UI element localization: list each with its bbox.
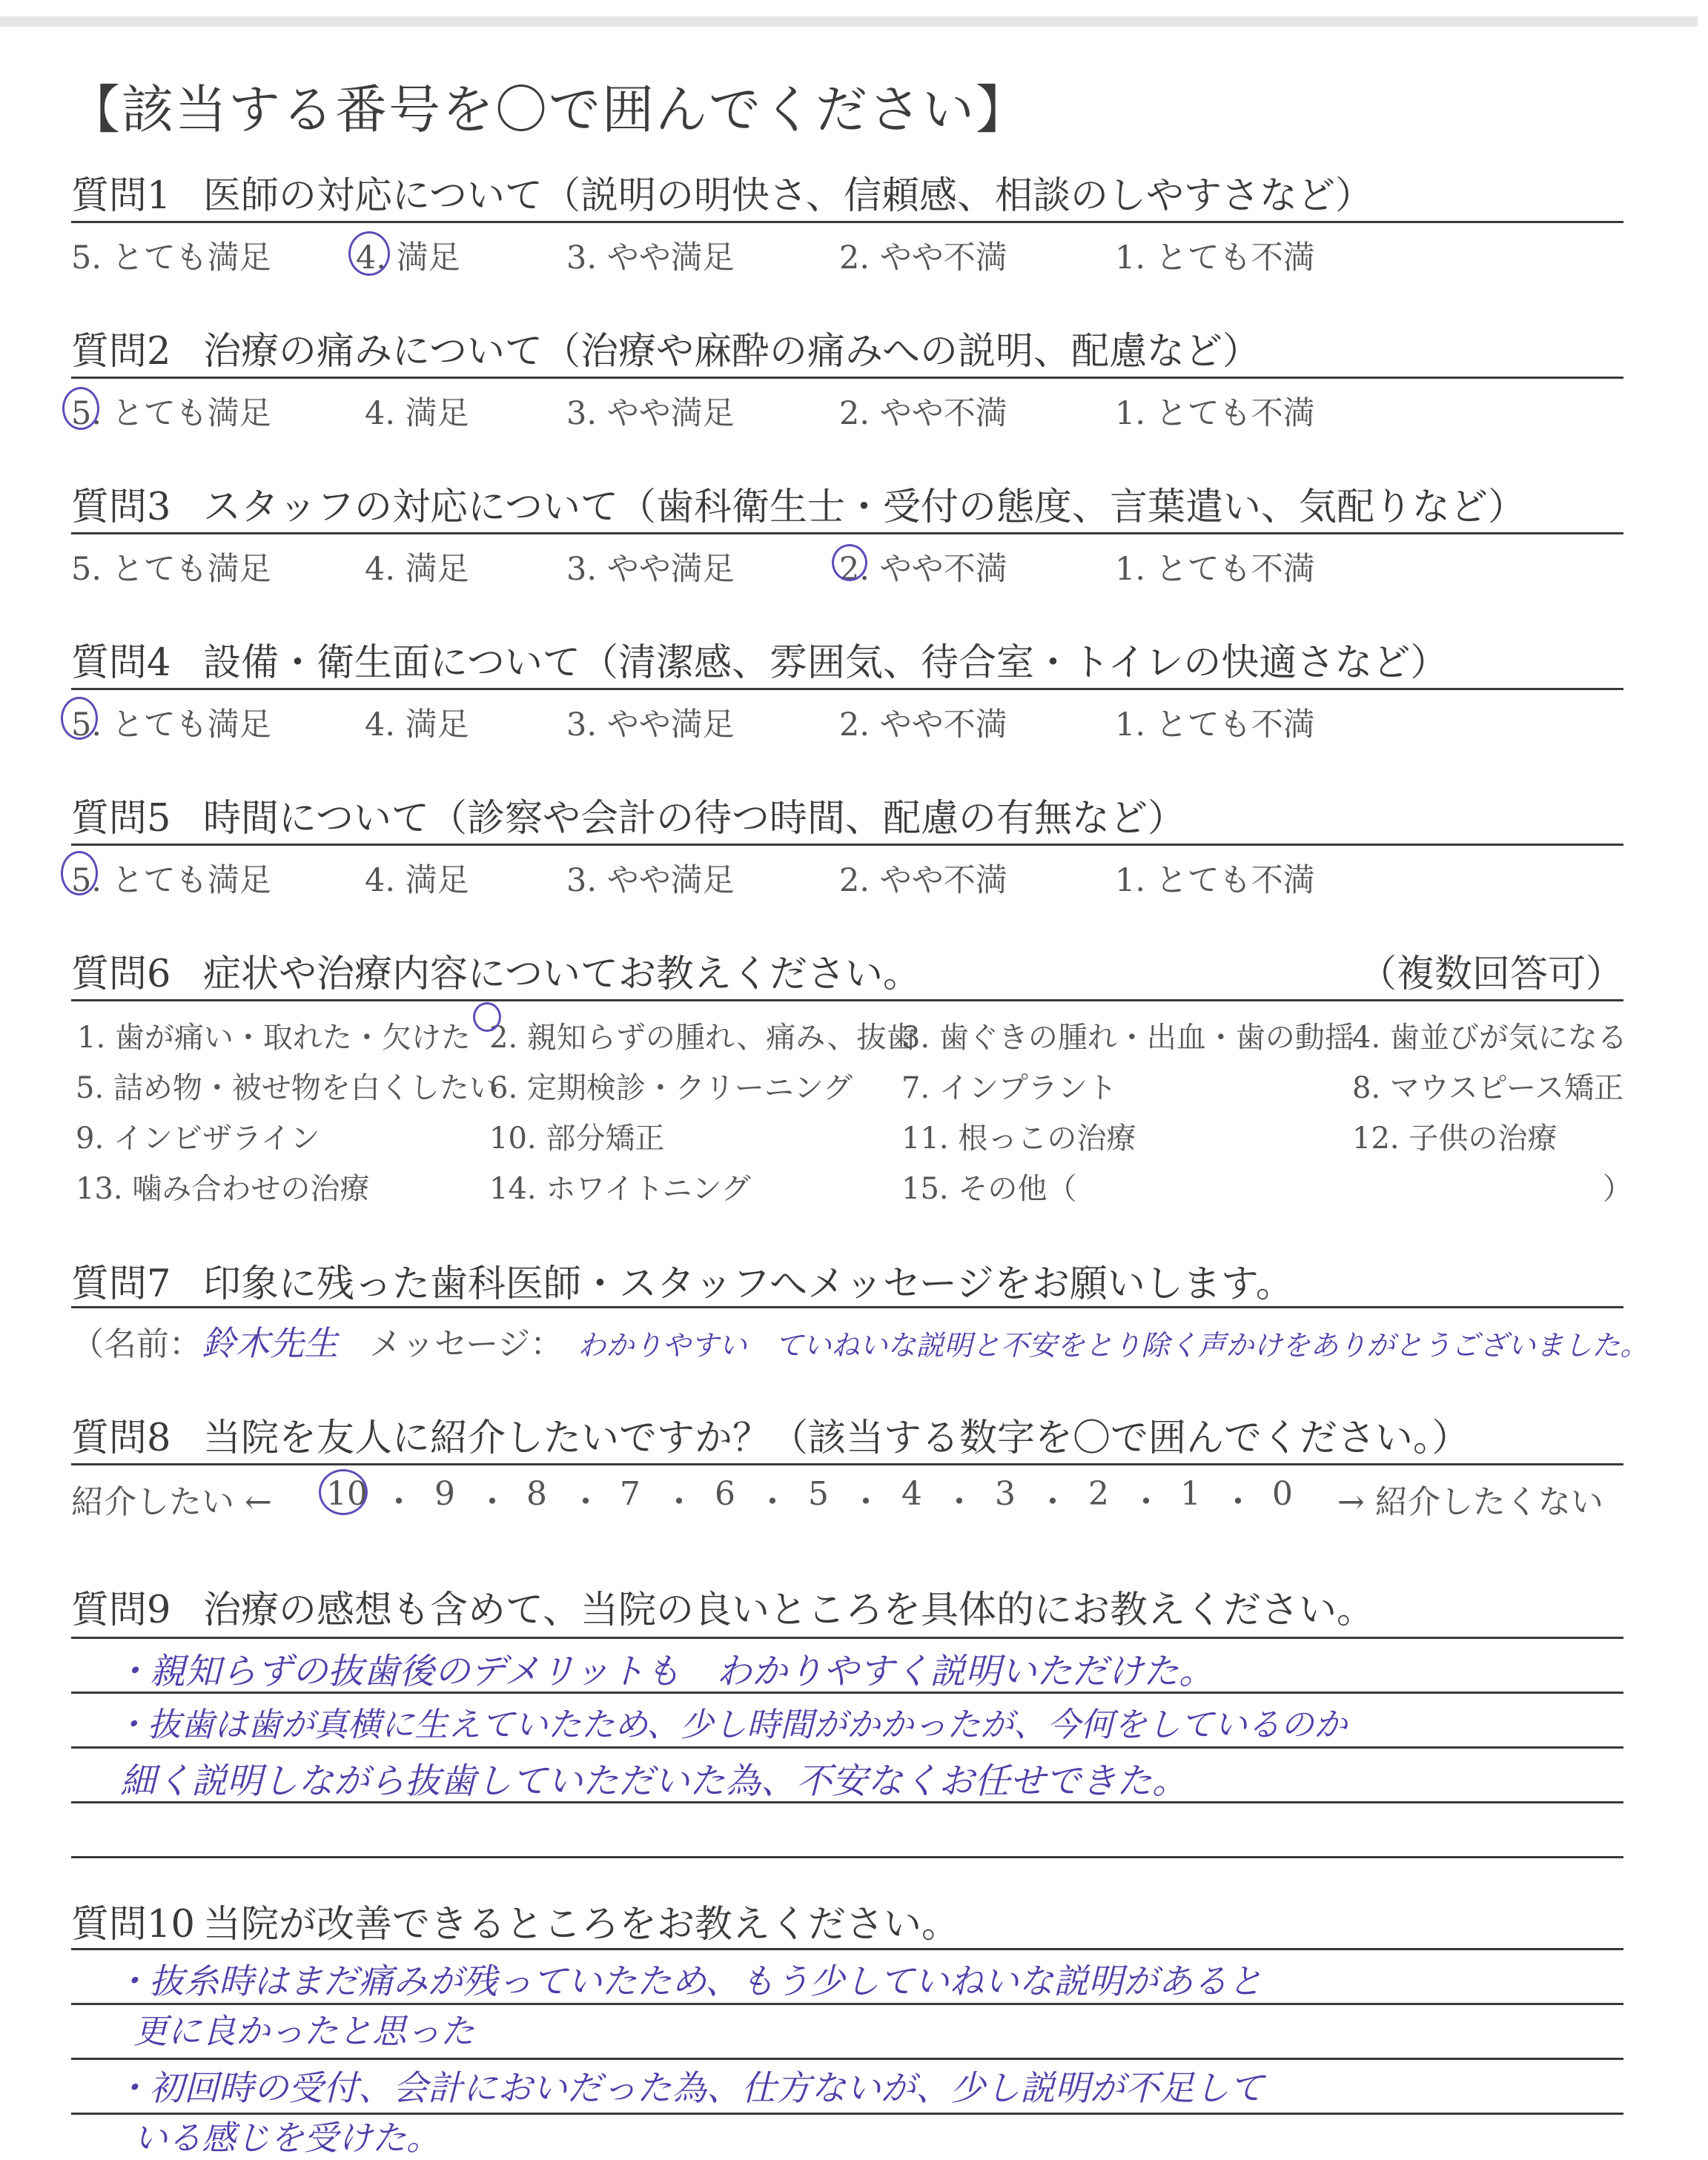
answer-circle [62, 387, 99, 430]
question-text: 当院が改善できるところをお教えください。 [203, 1903, 960, 1947]
symptom-item[interactable]: 3. 歯ぐきの腫れ・出血・歯の動揺 [901, 1021, 1354, 1055]
option-5[interactable]: 5. とても満足 [71, 706, 271, 743]
scale-value-0[interactable]: 0 [1272, 1475, 1293, 1513]
option-2[interactable]: 2. やや不満 [839, 551, 1007, 588]
question-heading [71, 1893, 959, 1948]
scale-left-label: 紹介したい ← [71, 1483, 272, 1521]
question-number: 質問7 [71, 1262, 171, 1306]
handwritten-line: 細く説明しながら抜歯していただいた為、不安なくお任せできた。 [120, 1760, 1188, 1802]
option-5[interactable]: 5. とても満足 [71, 239, 271, 276]
writing-rule [71, 2058, 1623, 2060]
question-number: 質問3 [71, 486, 171, 529]
question-rule [71, 844, 1623, 846]
symptom-item[interactable]: 14. ホワイトニング [489, 1172, 751, 1206]
writing-rule [71, 1746, 1623, 1749]
scale-dot: ・ [1130, 1483, 1162, 1521]
question-text: 印象に残った歯科医師・スタッフへメッセージをお願いします。 [203, 1262, 1294, 1306]
handwritten-line: いる感じを受けた。 [133, 2118, 440, 2158]
symptom-item[interactable]: 2. 親知らずの腫れ、痛み、抜歯 [489, 1021, 916, 1055]
question-heading [71, 943, 921, 998]
option-1[interactable]: 1. とても不満 [1115, 395, 1315, 432]
message-value: わかりやすい ていねいな説明と不安をとり除く声かけをありがとうございました。 [577, 1329, 1649, 1362]
symptom-item[interactable]: 10. 部分矯正 [489, 1122, 665, 1156]
symptom-item[interactable]: 5. 詰め物・被せ物を白くしたい [76, 1071, 499, 1105]
answer-circle [473, 1002, 501, 1032]
scale-value-3[interactable]: 3 [995, 1475, 1016, 1513]
scale-right-label: → 紹介したくない [1337, 1483, 1603, 1521]
name-value: 鈴木先生 [202, 1323, 338, 1363]
question-rule [71, 221, 1623, 223]
question-heading [71, 476, 1526, 531]
option-2[interactable]: 2. やや不満 [839, 239, 1007, 276]
symptom-item[interactable]: 1. 歯が痛い・取れた・欠けた [77, 1021, 471, 1055]
option-3[interactable]: 3. やや満足 [566, 706, 735, 743]
scale-value-9[interactable]: 9 [434, 1475, 455, 1513]
question-heading [71, 632, 1448, 686]
symptom-item[interactable]: 6. 定期検診・クリーニング [489, 1071, 853, 1105]
answer-circle [61, 697, 98, 740]
scale-dot: ・ [1222, 1483, 1254, 1521]
question-number: 質問2 [71, 330, 171, 374]
top-edge-bar [0, 16, 1698, 27]
option-2[interactable]: 2. やや不満 [839, 395, 1007, 432]
writing-rule [71, 1856, 1623, 1858]
option-3[interactable]: 3. やや満足 [566, 395, 735, 432]
option-3[interactable]: 3. やや満足 [566, 862, 735, 899]
question-text: スタッフの対応について（歯科衛生士・受付の態度、言葉遣い、気配りなど） [203, 486, 1526, 529]
scale-value-1[interactable]: 1 [1180, 1475, 1201, 1513]
option-1[interactable]: 1. とても不満 [1115, 706, 1315, 743]
question-number: 質問8 [71, 1417, 171, 1460]
symptom-item[interactable]: 7. インプラント [901, 1071, 1117, 1105]
symptom-item[interactable]: 4. 歯並びが気になる [1352, 1021, 1627, 1055]
handwritten-line: ・抜歯は歯が真横に生えていたため、少し時間がかかったが、今何をしているのか [114, 1705, 1348, 1744]
option-2[interactable]: 2. やや不満 [839, 706, 1007, 743]
answer-circle [61, 851, 98, 895]
writing-rule [71, 1948, 1623, 1950]
question-rule [71, 1306, 1623, 1308]
handwritten-line: 更に良かったと思った [133, 2011, 474, 2051]
scale-value-2[interactable]: 2 [1088, 1475, 1109, 1513]
scale-value-4[interactable]: 4 [901, 1475, 922, 1513]
message-line [71, 1316, 1648, 1365]
name-label: （名前： [71, 1325, 202, 1363]
scale-value-8[interactable]: 8 [526, 1475, 547, 1513]
scale-value-5[interactable]: 5 [808, 1475, 829, 1513]
question-text: 治療の痛みについて（治療や麻酔の痛みへの説明、配慮など） [203, 330, 1260, 374]
option-4[interactable]: 4. 満足 [365, 706, 469, 743]
answer-circle [348, 231, 390, 276]
option-4[interactable]: 4. 満足 [365, 862, 469, 899]
answer-circle [832, 544, 867, 581]
writing-rule [71, 1637, 1623, 1639]
scale-value-10[interactable]: 10 [326, 1475, 368, 1513]
multiple-answers-note: （複数回答可） [1358, 953, 1623, 996]
question-number: 質問4 [71, 641, 171, 685]
question-number: 質問6 [71, 953, 171, 996]
option-4[interactable]: 4. 満足 [365, 551, 469, 588]
question-text: 症状や治療内容についてお教えください。 [203, 953, 921, 996]
question-text: 当院を友人に紹介したいですか？（該当する数字を〇で囲んでください。） [203, 1417, 1470, 1460]
page-title: 【該当する番号を〇で囲んでください】 [68, 79, 1029, 140]
question-heading [71, 320, 1260, 375]
question-heading [71, 165, 1373, 219]
symptom-item[interactable]: 9. インビザライン [76, 1122, 320, 1156]
question-number: 質問9 [71, 1588, 171, 1632]
question-rule [71, 377, 1623, 379]
scale-dot: ・ [1036, 1483, 1069, 1521]
scale-value-6[interactable]: 6 [715, 1475, 735, 1513]
handwritten-line: ・初回時の受付、会計においだった為、仕方ないが、少し説明が不足して [114, 2068, 1264, 2109]
scale-dot: ・ [943, 1483, 976, 1521]
question-number: 質問1 [71, 174, 171, 218]
option-5[interactable]: 5. とても満足 [71, 551, 271, 588]
question-text: 時間について（診察や会計の待つ時間、配慮の有無など） [203, 797, 1185, 841]
option-4[interactable]: 4. 満足 [356, 239, 460, 276]
question-rule [71, 532, 1623, 534]
handwritten-line: ・親知らずの抜歯後のデメリットも わかりやすく説明いただけた。 [114, 1651, 1215, 1692]
option-1[interactable]: 1. とても不満 [1115, 239, 1315, 276]
handwritten-line: ・抜糸時はまだ痛みが残っていたため、もう少していねいな説明があると [114, 1961, 1263, 2002]
option-5[interactable]: 5. とても満足 [71, 862, 271, 899]
question-heading [71, 1579, 1374, 1634]
scale-dot: ・ [756, 1483, 789, 1521]
answer-circle [319, 1469, 368, 1515]
question-text: 医師の対応について（説明の明快さ、信頼感、相談のしやすさなど） [203, 174, 1373, 218]
question-heading [71, 1253, 1294, 1308]
scale-dot: ・ [850, 1483, 882, 1521]
option-1[interactable]: 1. とても不満 [1115, 862, 1315, 899]
symptom-item[interactable]: 12. 子供の治療 [1352, 1122, 1558, 1156]
symptom-item[interactable]: 11. 根っこの治療 [901, 1122, 1136, 1156]
option-5[interactable]: 5. とても満足 [71, 395, 271, 432]
scale-dot: ・ [383, 1483, 415, 1521]
scale-dot: ・ [476, 1483, 509, 1521]
question-rule [71, 999, 1623, 1001]
option-3[interactable]: 3. やや満足 [566, 551, 735, 588]
symptom-item[interactable]: 13. 噛み合わせの治療 [76, 1172, 370, 1206]
question-rule [71, 1463, 1623, 1465]
option-1[interactable]: 1. とても不満 [1115, 551, 1315, 588]
option-3[interactable]: 3. やや満足 [566, 239, 735, 276]
recommend-scale [71, 1475, 1623, 1520]
option-4[interactable]: 4. 満足 [365, 395, 469, 432]
symptom-item[interactable]: 8. マウスピース矯正 [1352, 1071, 1624, 1105]
question-heading [71, 787, 1185, 842]
scale-dot: ・ [663, 1483, 695, 1521]
other-close-paren: ） [1603, 1172, 1632, 1206]
question-number: 質問10 [71, 1903, 195, 1947]
message-label: メッセージ： [369, 1325, 563, 1363]
question-rule [71, 688, 1623, 690]
scale-value-7[interactable]: 7 [620, 1475, 640, 1513]
question-text: 治療の感想も含めて、当院の良いところを具体的にお教えください。 [203, 1588, 1374, 1632]
option-2[interactable]: 2. やや不満 [839, 862, 1007, 899]
scale-dot: ・ [569, 1483, 602, 1521]
question-number: 質問5 [71, 797, 171, 841]
question-text: 設備・衛生面について（清潔感、雰囲気、待合室・トイレの快適さなど） [203, 641, 1449, 685]
question-heading [71, 1407, 1470, 1462]
symptom-item[interactable]: 15. その他（ [901, 1172, 1077, 1206]
